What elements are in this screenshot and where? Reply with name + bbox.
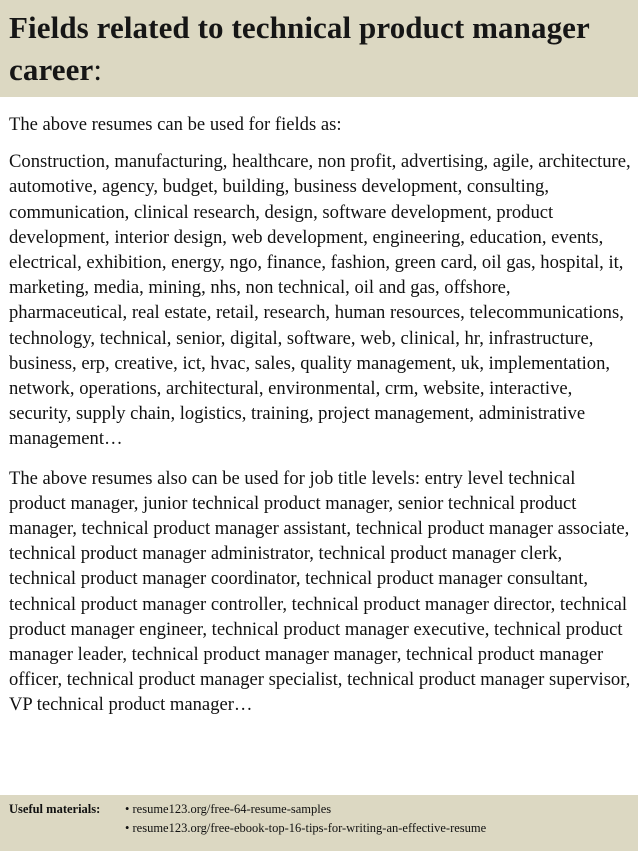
footer-row-2 (9, 819, 638, 838)
material-link-1[interactable]: • resume123.org/free-64-resume-samples (125, 802, 332, 816)
useful-materials-colon: : (96, 802, 101, 816)
fields-list: Construction, manufacturing, healthcare, non profit, advertising, agile, architecture, automotive, agency, budget, building, business development, consulting, communication, clinical research, design, software development, product development, interior design, web development, engineering, education, events, electrical, exhibition, energy, ngo, finance, fashion, green card, oil gas, hospital, it, marketing, media, mining, nhs, non technical, oil and gas, offshore, pharmaceutical, real estate, retail, research, human resources, telecommunications, technology, technical, senior, digital, software, web, clinical, hr, infrastructure, business, erp, creative, ict, hvac, sales, quality management, uk, implementation, network, operations, architectural, environmental, crm, website, interactive, security, supply chain, logistics, training, project management, administrative management… (9, 151, 631, 450)
page-title (9, 7, 630, 91)
useful-materials-footer (0, 795, 638, 851)
main-content (9, 112, 633, 795)
job-levels-list: The above resumes also can be used for job title levels: entry level technical product manager, junior technical product manager, senior technical product manager, technical product manager assistant, technical product manager associate, technical product manager administrator, technical product manager clerk, technical product manager coordinator, technical product manager consultant, technical product manager controller, technical product manager director, technical product manager engineer, technical product manager executive, technical product manager leader, technical product manager manager, technical product manager officer, technical product manager specialist, technical product manager supervisor, VP technical product manager… (9, 467, 631, 716)
footer-row-1 (9, 800, 638, 819)
intro-text: The above resumes can be used for fields as: (9, 114, 342, 135)
title-banner (0, 0, 638, 97)
useful-materials-label-text: Useful materials (9, 802, 97, 816)
useful-materials-label (9, 800, 125, 819)
page-title-text: Fields related to technical product manager career (9, 10, 590, 87)
page-title-colon: : (93, 52, 103, 87)
material-link-2[interactable]: • resume123.org/free-ebook-top-16-tips-for-writing-an-effective-resume (125, 821, 487, 835)
